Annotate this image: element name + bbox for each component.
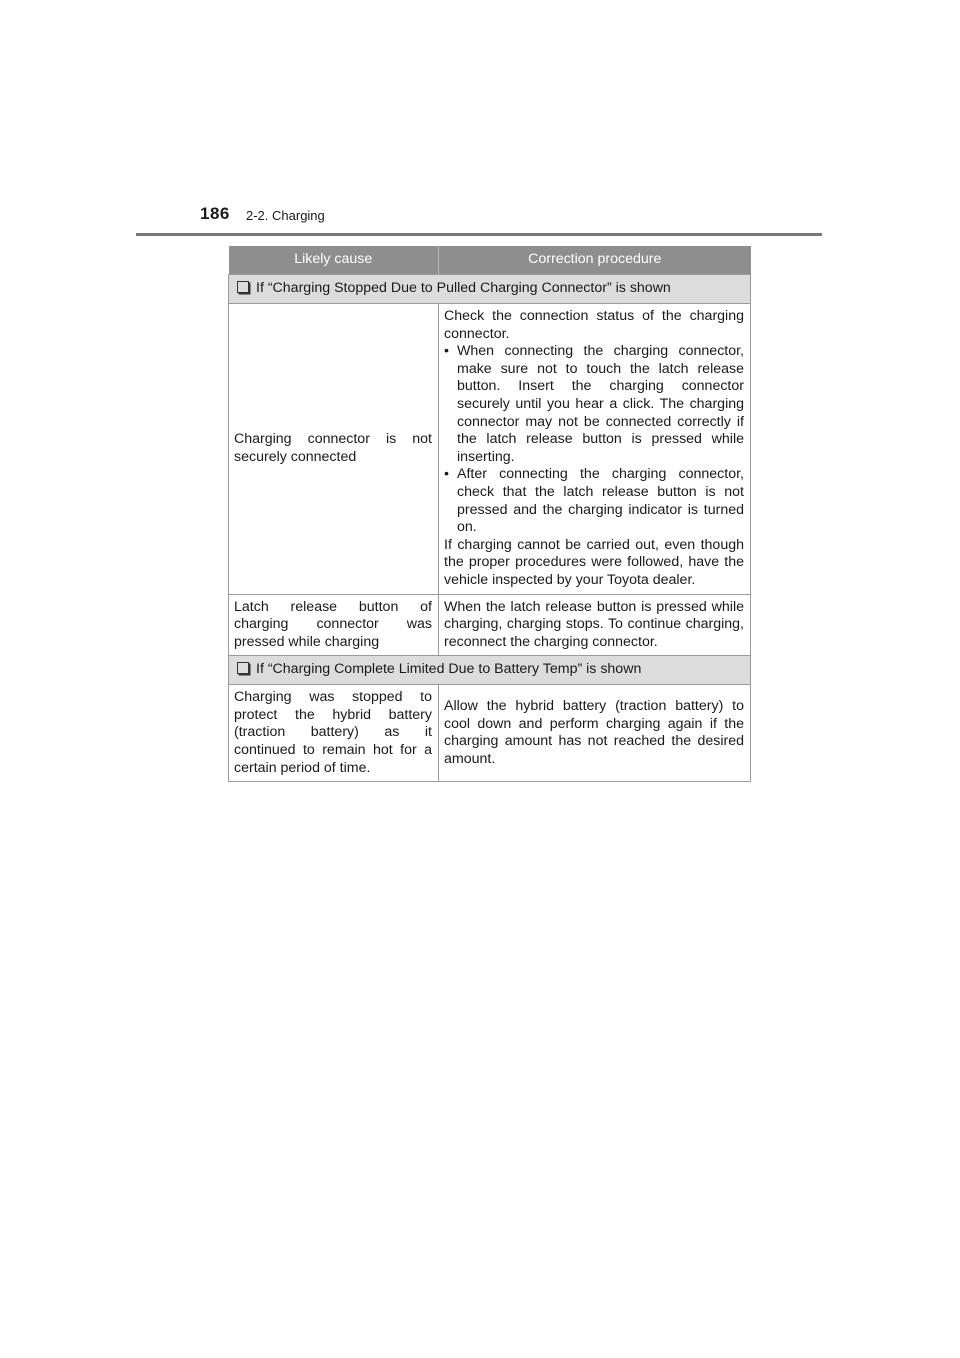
bullet-item (444, 466, 744, 536)
procedure-intro: Check the connection status of the charging connector. (444, 308, 744, 342)
likely-cause-cell: Charging was stopped to protect the hybrid battery (traction battery) as it continued to remain hot for a certain period of time. (229, 685, 439, 782)
section-header (229, 275, 751, 304)
table-row (229, 594, 751, 656)
correction-procedure-cell: When the latch release button is pressed while charging, charging stops. To continue charging, reconnect the charging connector. (439, 594, 751, 656)
bullet-text: After connecting the charging connector, check that the latch release button is not pressed and the charging indicator is turned on. (457, 466, 744, 536)
section-title-text: If “Charging Stopped Due to Pulled Charging Connector” is shown (256, 280, 671, 297)
section-header (229, 656, 751, 685)
table-header-row (229, 246, 751, 275)
page-number: 186 (200, 204, 230, 223)
table-row (229, 304, 751, 595)
column-header-likely-cause: Likely cause (229, 246, 439, 275)
section-title: 2-2. Charging (246, 208, 325, 223)
bullet-dot: • (444, 343, 449, 360)
header-divider (136, 233, 822, 236)
correction-procedure-cell: Allow the hybrid battery (traction battery) to cool down and perform charging again if the charging amount has not reached the desired amount. (439, 685, 751, 782)
correction-procedure-cell (439, 304, 751, 595)
checkbox-square-icon (237, 281, 249, 293)
troubleshooting-table (228, 246, 751, 782)
procedure-outro: If charging cannot be carried out, even though the proper procedures were followed, have the vehicle inspected by your Toyota dealer. (444, 536, 744, 588)
bullet-item (444, 343, 744, 466)
bullet-dot: • (444, 466, 449, 483)
section-title-text: If “Charging Complete Limited Due to Battery Temp” is shown (256, 661, 642, 678)
column-header-correction-procedure: Correction procedure (439, 246, 751, 275)
likely-cause-cell: Charging connector is not securely connected (229, 304, 439, 595)
bullet-text: When connecting the charging connector, make sure not to touch the latch release button. Insert the charging connector securely until you hear a click. The charging connector may not be connected correctly if the latch release button is pressed while inserting. (457, 343, 744, 465)
checkbox-square-icon (237, 662, 249, 674)
table-row (229, 685, 751, 782)
likely-cause-cell: Latch release button of charging connector was pressed while charging (229, 594, 439, 656)
